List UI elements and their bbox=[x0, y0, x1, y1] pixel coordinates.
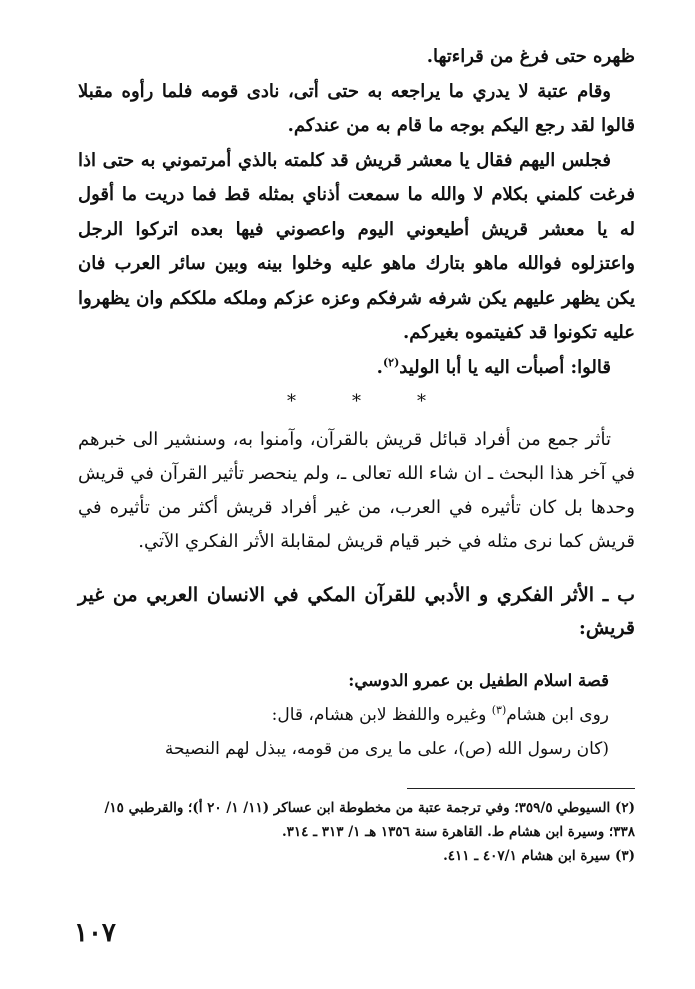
footnote-3: (٣) سيرة ابن هشام ٤٠٧/١ ـ ٤١١. bbox=[443, 848, 635, 864]
section-separator bbox=[78, 389, 635, 415]
quote-end: . bbox=[376, 356, 383, 378]
story-line-1 bbox=[78, 698, 635, 732]
separator-star: * bbox=[287, 391, 296, 412]
main-text bbox=[78, 40, 635, 766]
section-heading: ب ـ الأثر الفكري و الأدبي للقرآن المكي في الانسان العربي من غير قريش: bbox=[78, 584, 635, 639]
story-title: قصة اسلام الطفيل بن عمرو الدوسي: bbox=[348, 671, 609, 690]
footnote-ref-3[interactable]: (٣) bbox=[491, 703, 507, 717]
separator-star: * bbox=[417, 391, 426, 412]
footnote-2: (٢) السيوطي ٣٥٩/٥؛ وفي ترجمة عتبة من مخطوطة ابن عساكر (١١/ ١/ ٢٠ أ)؛ والقرطبي ١٥/ ٣٣٨؛ وسيرة ابن هشام ط. القاهرة سنة ١٣٥٦ هـ ١/ ٣١٣ ـ ٣١٤. bbox=[104, 800, 635, 840]
paragraph-1: ظهره حتى فرغ من قراءتها. bbox=[426, 46, 635, 67]
footnotes bbox=[74, 796, 635, 868]
quote-line bbox=[78, 351, 635, 386]
story-line-1-b: وغيره واللفظ لابن هشام، قال: bbox=[271, 705, 492, 725]
story-line-2: (كان رسول الله (ص)، على ما يرى من قومه، يبذل لهم النصيحة bbox=[164, 739, 609, 759]
paragraph-3: فجلس اليهم فقال يا معشر قريش قد كلمته بالذي أمرتموني به حتى اذا فرغت كلمني بكلام لا والله ما سمعت أذناي بمثله قط فما دريت ما أقول له يا معشر قريش أطيعوني اليوم واعصوني فيها بعده اتركوا الرجل واعتزلوه فوالله ماهو بتارك ماهو عليه وخلوا بينه وبين سائر العرب فان يكن يظهر عليهم يكن شرفه شرفكم وعزه عزكم وملكه ملككم وان يظهروا عليه تكونوا قد كفيتموه بغيركم. bbox=[78, 149, 635, 343]
separator-star: * bbox=[352, 391, 361, 412]
footnote-divider bbox=[407, 788, 635, 789]
footnote-ref-2[interactable]: (٢) bbox=[382, 355, 400, 369]
paragraph-4: تأثر جمع من أفراد قبائل قريش بالقرآن، وآمنوا به، وسنشير الى خبرهم في آخر هذا البحث ـ ان شاء الله تعالى ـ، ولم ينحصر تأثير القرآن في قريش وحدها بل كان تأثيره في العرب، من غير أفراد قريش أكثر من تأثيره في قريش كما نرى مثله في خبر قيام قريش لمقابلة الأثر الفكري الآتي. bbox=[78, 429, 635, 552]
quote-text: قالوا: أصبأت اليه يا أبا الوليد bbox=[399, 356, 611, 378]
page-number: ١٠٧ bbox=[74, 918, 116, 948]
paragraph-2: وقام عتبة لا يدري ما يراجعه به حتى أتى، نادى قومه فلما رأوه مقبلا قالوا لقد رجع اليكم بوجه ما قام به من عندكم. bbox=[78, 80, 635, 136]
story-line-1-a: روى ابن هشام bbox=[506, 705, 609, 725]
